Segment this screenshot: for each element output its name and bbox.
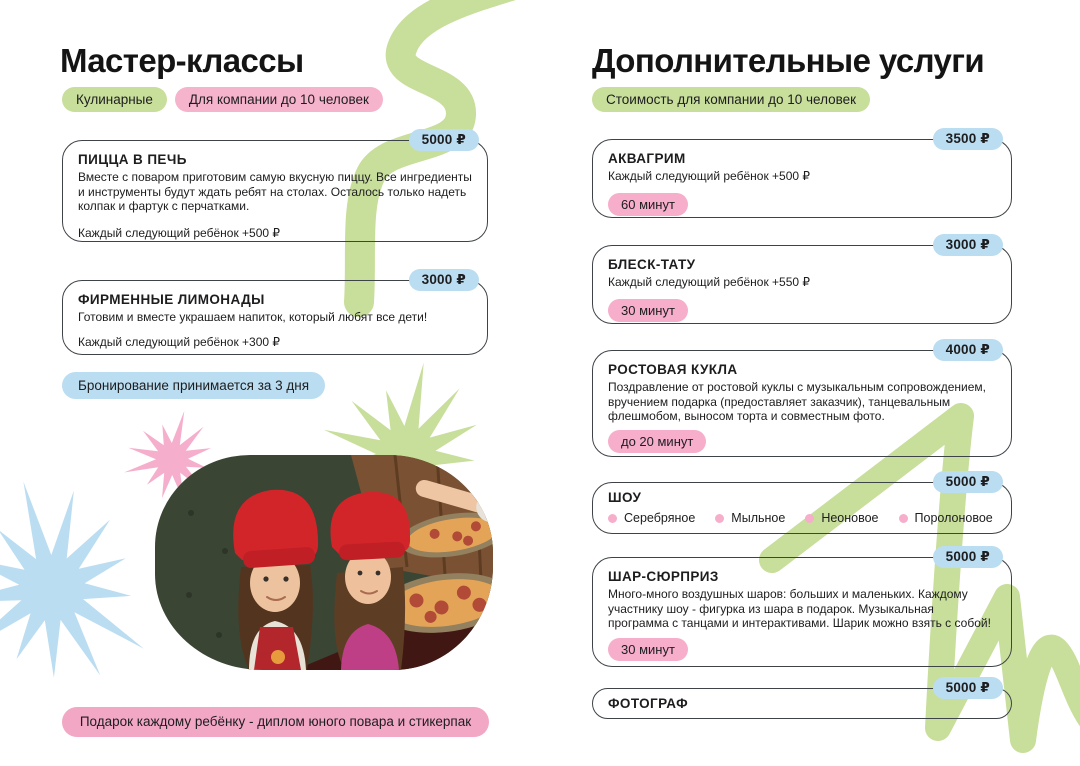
duration-pill: 30 минут [608, 638, 688, 661]
tag-company-size: Для компании до 10 человек [175, 87, 383, 112]
card-mascot-doll [592, 342, 1012, 457]
card-description: Вместе с поваром приготовим самую вкусную пиццу. Все ингредиенты и инструменты будут ждать ребят на столах. Осталось только надеть колпак и фартук с перчатками. [78, 170, 472, 214]
bullet-dot-icon [899, 514, 908, 523]
show-option [805, 511, 878, 525]
card-description: Каждый следующий ребёнок +500 ₽ [608, 169, 811, 183]
option-label: Серебряное [624, 511, 696, 525]
price-badge: 5000 ₽ [933, 471, 1003, 493]
card-title: ШАР-СЮРПРИЗ [608, 569, 719, 584]
tag-culinary: Кулинарные [62, 87, 167, 112]
price-badge: 3000 ₽ [409, 269, 479, 291]
card-lemonade [62, 272, 488, 355]
price-badge: 5000 ₽ [409, 129, 479, 151]
option-label: Поролоновое [914, 511, 993, 525]
right-page-title: Дополнительные услуги [592, 42, 985, 79]
show-options [608, 511, 996, 525]
show-option [715, 511, 785, 525]
card-description: Готовим и вместе украшаем напиток, который любят все дети! [78, 310, 428, 324]
duration-pill: 60 минут [608, 193, 688, 216]
girl-left [233, 490, 318, 670]
price-badge: 5000 ₽ [933, 677, 1003, 699]
option-label: Неоновое [821, 511, 879, 525]
left-tags [62, 87, 383, 112]
card-title: ШОУ [608, 490, 642, 505]
booking-note-pill: Бронирование принимается за 3 дня [62, 372, 325, 399]
card-description: Каждый следующий ребёнок +550 ₽ [608, 275, 811, 289]
show-option [899, 511, 993, 525]
gift-note-banner: Подарок каждому ребёнку - диплом юного повара и стикерпак [62, 707, 489, 737]
card-balloon-surprise [592, 549, 1012, 667]
card-glitter-tattoo [592, 237, 1012, 324]
left-page-title: Мастер-классы [60, 42, 304, 79]
show-option [608, 511, 695, 525]
price-badge: 5000 ₽ [933, 546, 1003, 568]
bullet-dot-icon [805, 514, 814, 523]
photo-illustration [155, 455, 493, 670]
price-badge: 3000 ₽ [933, 234, 1003, 256]
bullet-dot-icon [608, 514, 617, 523]
card-note: Каждый следующий ребёнок +300 ₽ [78, 334, 281, 349]
card-description: Поздравление от ростовой куклы с музыкальным сопровождением, вручением подарка (предоставляет заказчик), танцевальным флешмобом, выносом торта и совместным фото. [608, 380, 987, 424]
card-title: БЛЕСК-ТАТУ [608, 257, 696, 272]
bullet-dot-icon [715, 514, 724, 523]
card-pizza [62, 132, 488, 242]
card-title: ПИЦЦА В ПЕЧЬ [78, 152, 187, 167]
tag-price-company-size: Стоимость для компании до 10 человек [592, 87, 870, 112]
option-label: Мыльное [731, 511, 786, 525]
girl-right [331, 492, 411, 670]
card-photographer [592, 680, 1012, 719]
duration-pill: 30 минут [608, 299, 688, 322]
price-badge: 4000 ₽ [933, 339, 1003, 361]
card-title: ФИРМЕННЫЕ ЛИМОНАДЫ [78, 292, 265, 307]
price-badge: 3500 ₽ [933, 128, 1003, 150]
card-show [592, 474, 1012, 534]
card-note: Каждый следующий ребёнок +500 ₽ [78, 225, 281, 240]
photo-children-cooking [155, 455, 493, 670]
card-title: РОСТОВАЯ КУКЛА [608, 362, 738, 377]
duration-pill: до 20 минут [608, 430, 706, 453]
card-title: АКВАГРИМ [608, 151, 686, 166]
card-aquagrim [592, 131, 1012, 218]
card-title: ФОТОГРАФ [608, 696, 689, 711]
card-description: Много-много воздушных шаров: больших и маленьких. Каждому участнику шоу - фигурка из шара в подарок. Музыкальная программа с танцами и интерактивами. Шарик можно взять с собой! [608, 587, 991, 631]
